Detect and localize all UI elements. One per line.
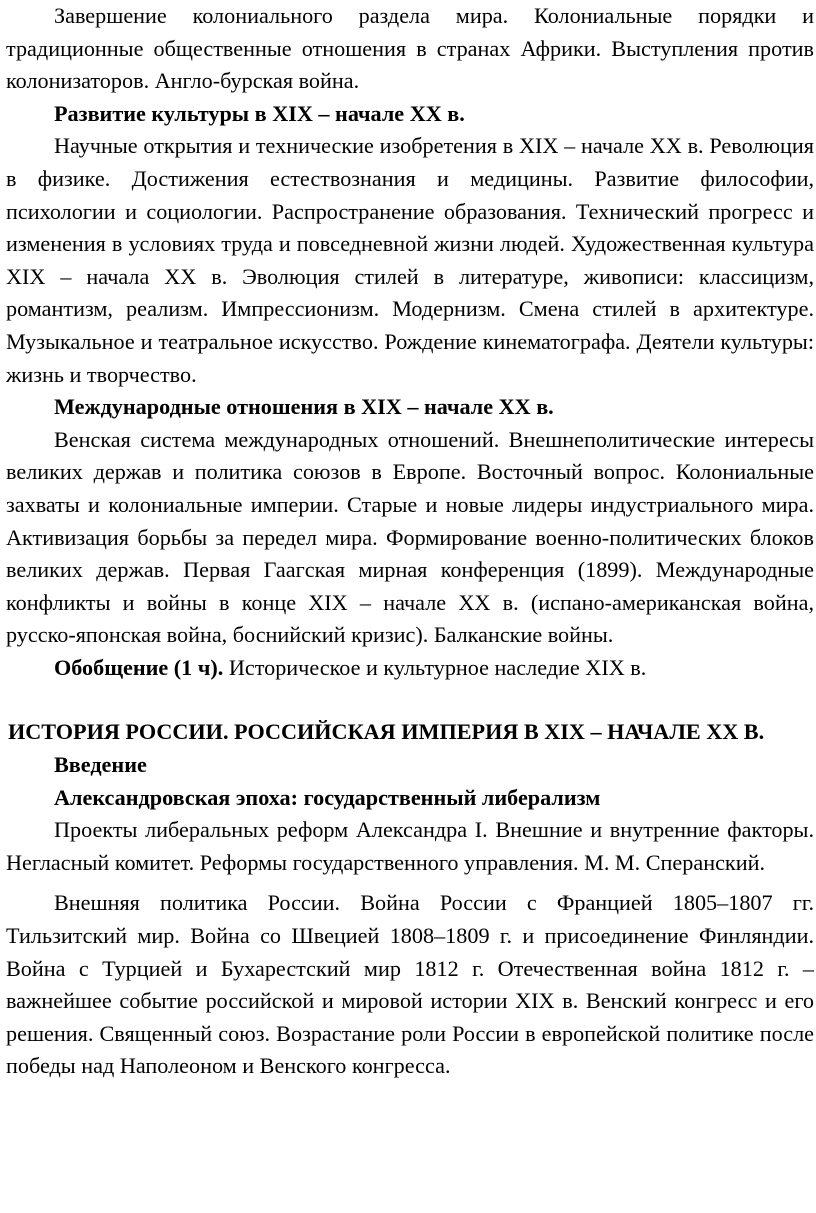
foreign-policy-paragraph: Внешняя политика России. Война России с Францией 1805–1807 гг. Тильзитский мир. Война со Швецией 1808–1809 г. и присоединение Финляндии. Война с Турцией и Бухарестский мир 1812 г. Отечественная война 1812 г. – важнейшее событие российской и мировой истории XIX в. Венский конгресс и его решения. Священный союз. Возрастание роли России в европейской политике после победы над Наполеоном и Венского конгресса. <box>6 890 814 1079</box>
culture-paragraph: Научные открытия и технические изобретения в XIX – начале ХХ в. Революция в физике. Достижения естествознания и медицины. Развитие философии, психологии и социологии. Распространение образования. Технический прогресс и изменения в условиях труда и повседневной жизни людей. Художественная культура XIX – начала ХХ в. Эволюция стилей в литературе, живописи: классицизм, романтизм, реализм. Импрессионизм. Модернизм. Смена стилей в архитектуре. Музыкальное и театральное искусство. Рождение кинематографа. Деятели культуры: жизнь и творчество. <box>6 133 814 387</box>
summary-text: Историческое и культурное наследие XIX в. <box>223 654 647 680</box>
summary-paragraph <box>6 652 814 685</box>
introduction-heading: Введение <box>54 752 147 778</box>
section-title: ИСТОРИЯ РОССИИ. РОССИЙСКАЯ ИМПЕРИЯ В XIX – НАЧАЛЕ XX В. <box>8 719 765 745</box>
culture-heading: Развитие культуры в XIX – начале ХХ в. <box>54 100 465 126</box>
document-page <box>6 0 814 1083</box>
international-relations-heading: Международные отношения в XIX – начале XX в. <box>54 394 554 420</box>
liberal-reforms-paragraph: Проекты либеральных реформ Александра I. Внешние и внутренние факторы. Негласный комитет. Реформы государственного управления. М. М. Сперанский. <box>6 817 814 875</box>
alexander-epoch-heading: Александровская эпоха: государственный либерализм <box>54 784 601 810</box>
colonial-paragraph: Завершение колониального раздела мира. Колониальные порядки и традиционные общественные отношения в странах Африки. Выступления против колонизаторов. Англо-бурская война. <box>6 3 814 94</box>
international-relations-paragraph: Венская система международных отношений. Внешнеполитические интересы великих держав и политика союзов в Европе. Восточный вопрос. Колониальные захваты и колониальные империи. Старые и новые лидеры индустриального мира. Активизация борьбы за передел мира. Формирование военно-политических блоков великих держав. Первая Гаагская мирная конференция (1899). Международные конфликты и войны в конце XIX – начале ХХ в. (испано-американская война, русско-японская война, боснийский кризис). Балканские войны. <box>6 426 814 648</box>
summary-lead: Обобщение (1 ч). <box>54 654 224 680</box>
